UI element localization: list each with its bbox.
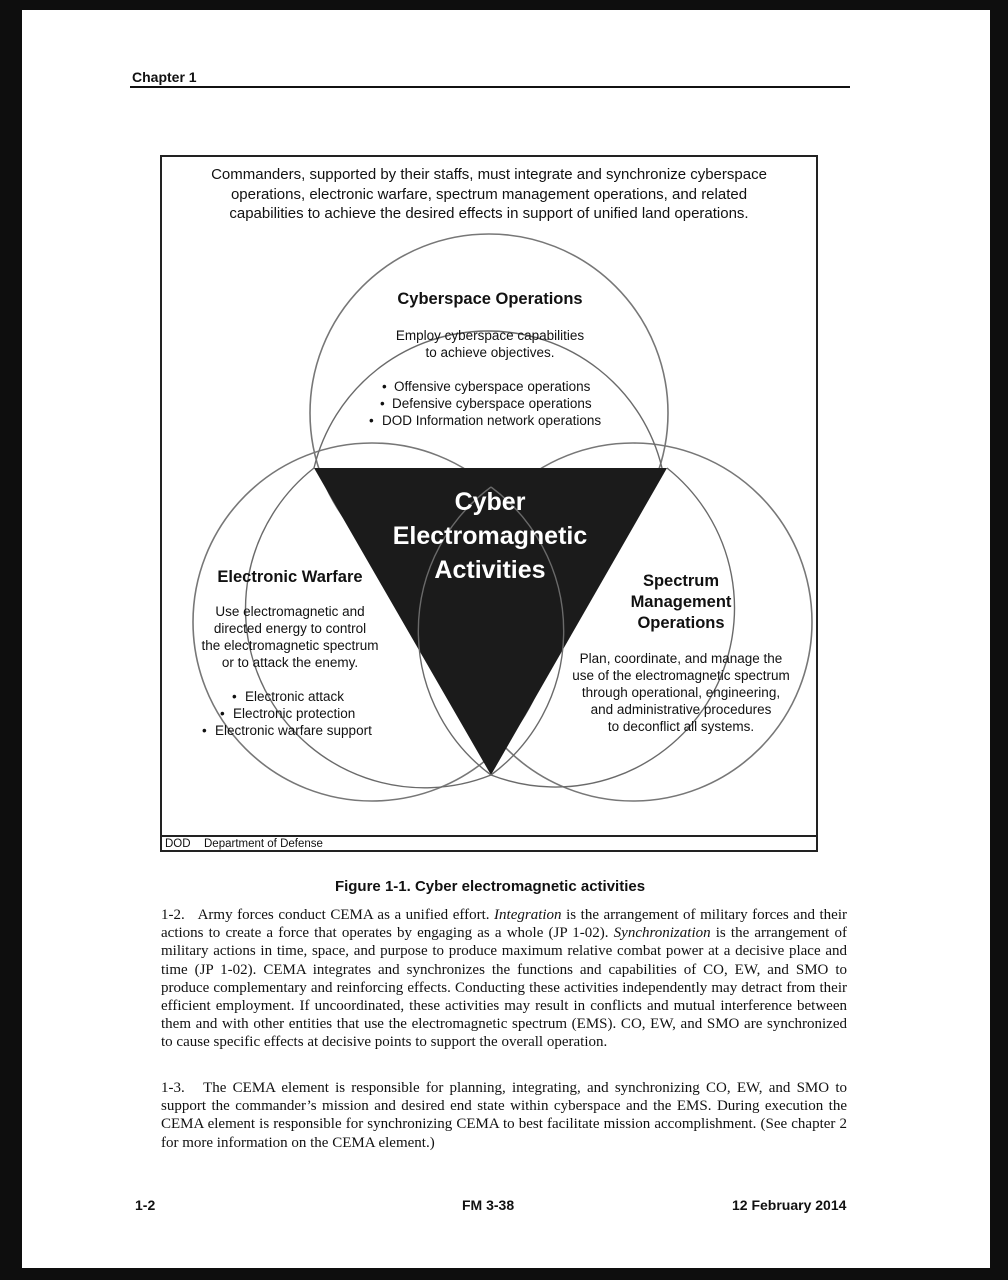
figure-intro-line: Commanders, supported by their staffs, must integrate and synchronize cyberspace xyxy=(211,166,767,183)
cema-title-line: Electromagnetic xyxy=(392,522,588,550)
electronic-warfare-bullet: Electronic warfare support xyxy=(215,723,372,738)
spectrum-desc-line: and administrative procedures xyxy=(590,702,772,717)
bullet-icon: • xyxy=(369,413,374,428)
bullet-icon: • xyxy=(380,396,385,411)
paragraph-number: 1-2. xyxy=(161,907,185,923)
cyberspace-bullet: Defensive cyberspace operations xyxy=(392,396,592,411)
cema-title-line: Cyber xyxy=(454,488,526,516)
figure-abbreviation-bar xyxy=(162,835,816,852)
spectrum-desc-line: use of the electromagnetic spectrum xyxy=(572,668,790,683)
figure-caption: Figure 1-1. Cyber electromagnetic activities xyxy=(334,878,646,895)
spectrum-title-line: Management xyxy=(630,593,732,611)
paragraph-text: The CEMA element is responsible for planning, integrating, and synchronizing CO, EW, and SMO to support the commander’s mission and desired end state within cyberspace and the EMS. During execution the CEMA element is responsible for synchronizing CEMA to best facilitate mission accomplishment. (See chapter 2 for more information on the CEMA element.) xyxy=(161,1080,847,1151)
bullet-icon: • xyxy=(220,706,225,721)
electronic-warfare-desc-line: Use electromagnetic and xyxy=(215,604,365,619)
electronic-warfare-desc-line: the electromagnetic spectrum xyxy=(201,638,379,653)
term-synchronization: Synchronization xyxy=(613,925,711,942)
chapter-header: Chapter 1 xyxy=(132,69,197,85)
abbreviation-definition: Department of Defense xyxy=(204,838,323,850)
electronic-warfare-desc-line: or to attack the enemy. xyxy=(221,655,359,670)
paragraph-number: 1-3. xyxy=(161,1080,185,1096)
footer-page-number: 1-2 xyxy=(135,1197,156,1213)
bullet-icon: • xyxy=(382,379,387,394)
spectrum-desc-line: Plan, coordinate, and manage the xyxy=(579,651,783,666)
paragraph-text: is the arrangement of military actions in time, space, and purpose to produce maximum relative combat power at a decisive place and time (JP 1-02). CEMA integrates and synchronizes the functions and capabilities of CO, EW, and SMO to produce complementary and reinforcing effects. Conducting these activities independently may detract from their efficient employment. If uncoordinated, these activities may result in conflicts and mutual interference between them and with other entities that use the electromagnetic spectrum (EMS). CO, EW, and SMO are synchronized to cause specific effects at decisive points to support the overall operation. xyxy=(161,925,848,1051)
figure-frame xyxy=(160,155,818,852)
bullet-icon: • xyxy=(232,689,237,704)
header-rule xyxy=(130,86,850,88)
electronic-warfare-bullet: Electronic attack xyxy=(245,689,345,704)
cyberspace-desc-line: Employ cyberspace capabilities xyxy=(395,328,585,343)
footer-date: 12 February 2014 xyxy=(732,1197,847,1213)
spectrum-desc-line: to deconflict all systems. xyxy=(607,719,755,734)
electronic-warfare-bullet: Electronic protection xyxy=(233,706,356,721)
cyberspace-bullet: DOD Information network operations xyxy=(382,413,602,428)
figure-intro-line: operations, electronic warfare, spectrum management operations, and related xyxy=(230,185,748,203)
paragraph-text: is the arrangement of military forces and their actions to create a force that operates by engaging as a whole (JP 1-02). xyxy=(161,907,848,942)
paragraph-text: Army forces conduct CEMA as a unified effort. xyxy=(197,907,495,923)
venn-diagram xyxy=(162,157,816,835)
spectrum-title-line: Operations xyxy=(637,614,725,632)
cema-title-line: Activities xyxy=(434,556,546,584)
term-integration: Integration xyxy=(494,907,562,923)
cyberspace-desc-line: to achieve objectives. xyxy=(425,345,555,360)
electronic-warfare-desc-line: directed energy to control xyxy=(213,621,367,636)
electronic-warfare-title: Electronic Warfare xyxy=(217,568,363,586)
abbreviation-term: DOD xyxy=(165,838,191,850)
footer-manual-id: FM 3-38 xyxy=(462,1197,515,1213)
paragraph-1-3 xyxy=(161,1079,847,1152)
paragraph-1-2 xyxy=(161,906,847,1052)
cyberspace-bullet: Offensive cyberspace operations xyxy=(394,379,591,394)
cyberspace-title: Cyberspace Operations xyxy=(397,290,583,308)
bullet-icon: • xyxy=(202,723,207,738)
figure-intro-line: capabilities to achieve the desired effects in support of unified land operations. xyxy=(229,205,749,222)
spectrum-title-line: Spectrum xyxy=(642,572,720,590)
spectrum-desc-line: through operational, engineering, xyxy=(581,685,781,700)
document-page xyxy=(22,10,990,1268)
